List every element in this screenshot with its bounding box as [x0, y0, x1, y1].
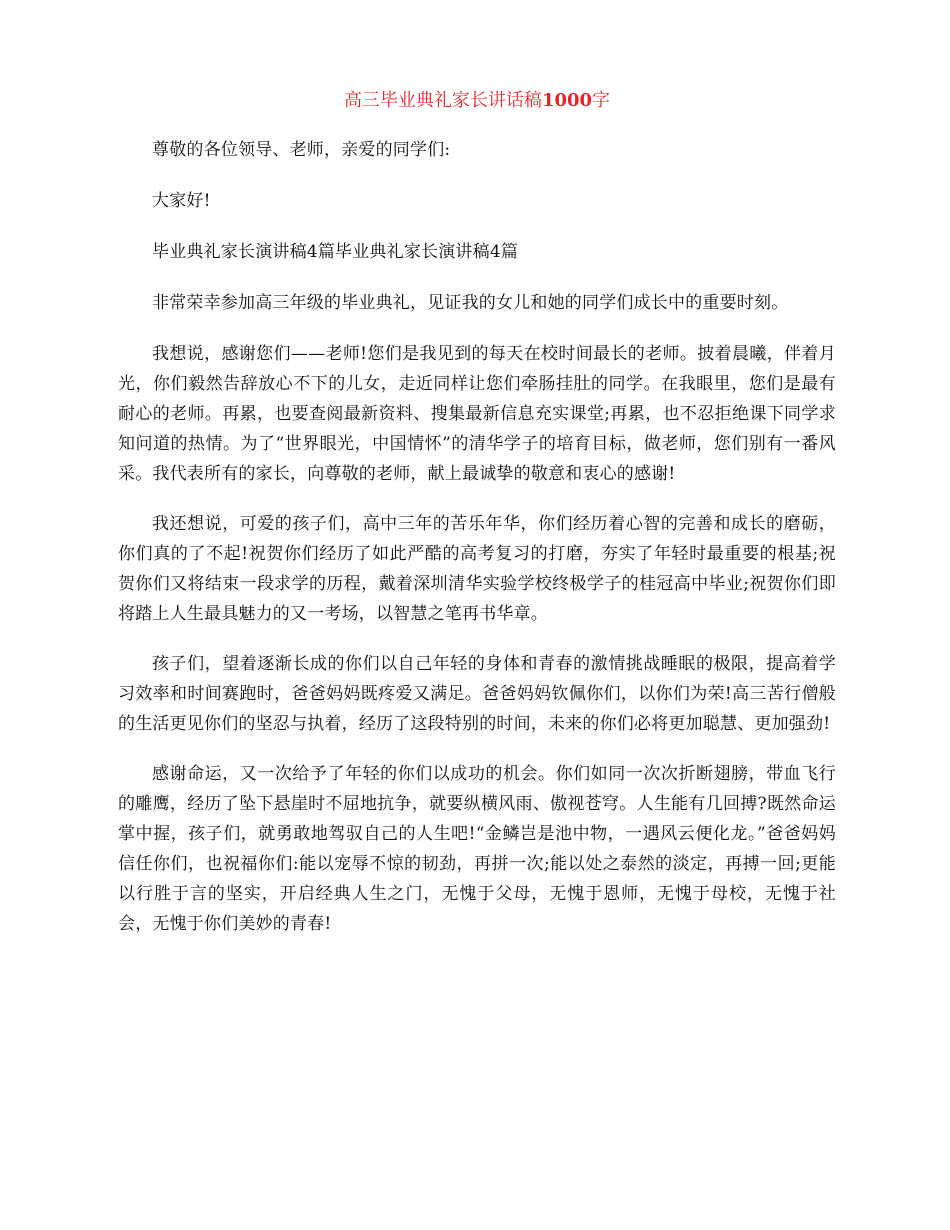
- intro-paragraph: 非常荣幸参加高三年级的毕业典礼，见证我的女儿和她的同学们成长中的重要时刻。: [152, 293, 789, 313]
- thanks-teachers-paragraph: 我想说，感谢您们——老师!您们是我见到的每天在校时间最长的老师。披着晨曦，伴着月光，你们毅然告辞放心不下的儿女，走近同样让您们牵肠挂肚的同学。在我眼里，您们是最有耐心的老师。再累，也要查阅最新资料、搜集最新信息充实课堂;再累，也不忍拒绝课下同学求知问道的热情。为了“世界眼光，中国情怀”的清华学子的培育目标，做老师，您们别有一番风采。我代表所有的家长，向尊敬的老师，献上最诚挚的敬意和衷心的感谢!: [118, 344, 836, 484]
- praise-children-paragraph: 我还想说，可爱的孩子们，高中三年的苦乐年华，你们经历着心智的完善和成长的磨砺，你们真的了不起!祝贺你们经历了如此严酷的高考复习的打磨，夯实了年轻时最重要的根基;祝贺你们又将结束一段求学的历程，戴着深圳清华实验学校终极学子的桂冠高中毕业;祝贺你们即将踏上人生最具魅力的又一考场，以智慧之笔再书华章。: [118, 514, 836, 624]
- subtitle-paragraph: 毕业典礼家长演讲稿4篇毕业典礼家长演讲稿4篇: [152, 242, 519, 262]
- title-number: 1000: [541, 90, 593, 111]
- title-suffix: 字: [592, 90, 611, 111]
- closing-blessing-paragraph: 感谢命运，又一次给予了年轻的你们以成功的机会。你们如同一次次折断翅膀，带血飞行的雕鹰，经历了坠下悬崖时不屈地抗争，就要纵横风雨、傲视苍穹。人生能有几回搏?既然命运掌中握，孩子们，就勇敢地驾驭自己的人生吧!“金鳞岂是池中物，一遇风云便化龙。”爸爸妈妈信任你们，也祝福你们:能以宠辱不惊的韧劲，再拼一次;能以处之泰然的淡定，再搏一回;更能以行胜于言的坚实，开启经典人生之门，无愧于父母，无愧于恩师，无愧于母校，无愧于社会，无愧于你们美妙的青春!: [118, 764, 836, 934]
- parents-pride-paragraph: 孩子们，望着逐渐长成的你们以自己年轻的身体和青春的激情挑战睡眠的极限，提高着学习效率和时间赛跑时，爸爸妈妈既疼爱又满足。爸爸妈妈钦佩你们，以你们为荣!高三苦行僧般的生活更见你们的坚忍与执着，经历了这段特别的时间，未来的你们必将更加聪慧、更加强劲!: [118, 654, 836, 734]
- greeting-paragraph: 大家好!: [152, 191, 211, 211]
- document-title: [118, 88, 836, 114]
- title-prefix: 高三毕业典礼家长讲话稿: [343, 90, 542, 111]
- salutation-paragraph: 尊敬的各位领导、老师，亲爱的同学们:: [152, 140, 451, 160]
